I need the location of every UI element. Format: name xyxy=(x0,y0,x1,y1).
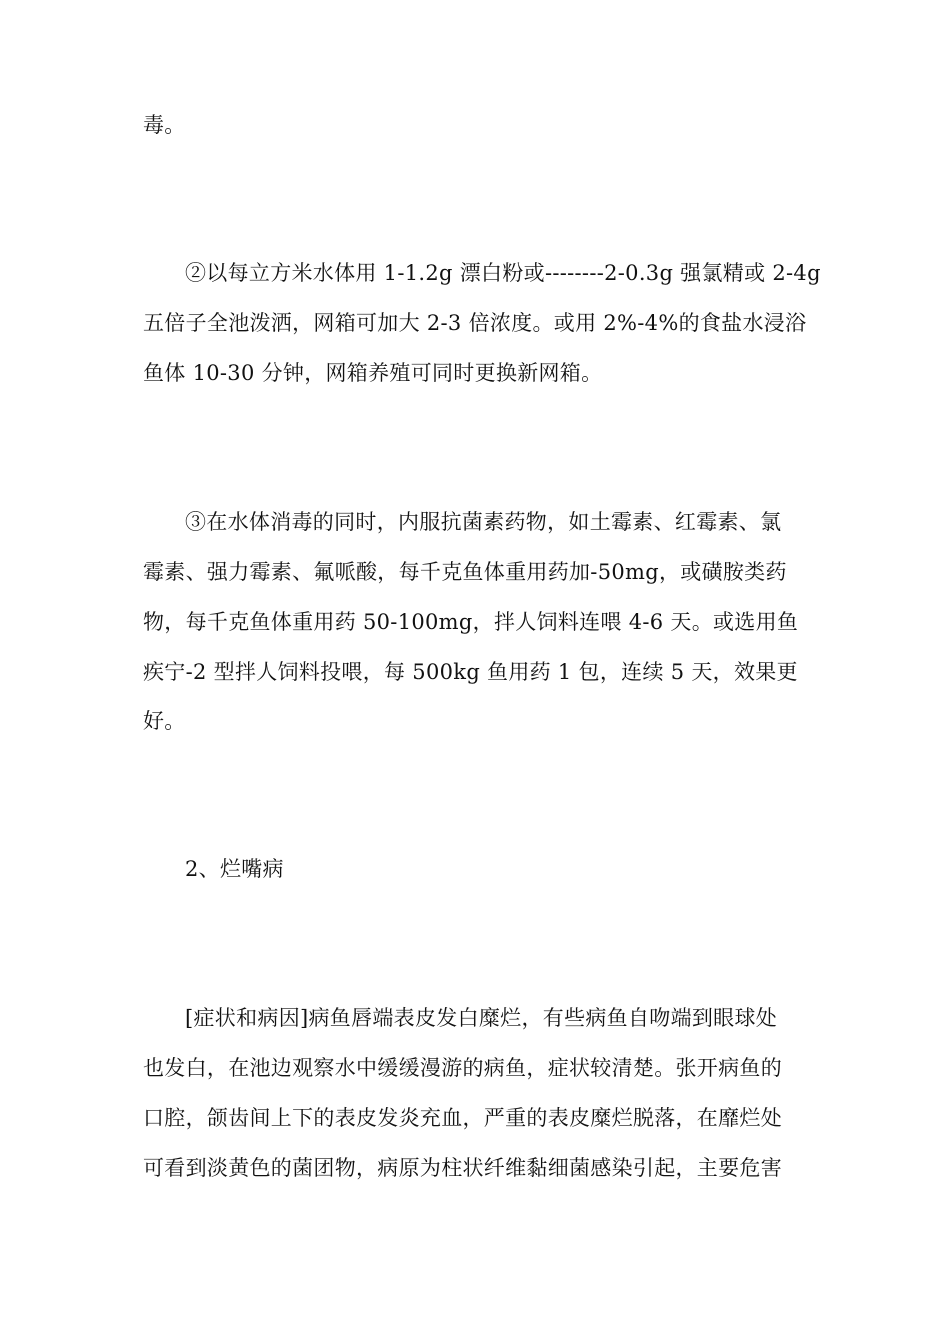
text-line: 好。 xyxy=(143,709,186,733)
text-line: 五倍子全池泼洒，网箱可加大 2-3 倍浓度。或用 2%-4%的食盐水浸浴 xyxy=(143,311,807,335)
text-line: 物，每千克鱼体重用药 50-100mg，拌人饲料连喂 4-6 天。或选用鱼 xyxy=(143,610,799,634)
text-line: ②以每立方米水体用 1-1.2g 漂白粉或--------2-0.3g 强氯精或 2-4g xyxy=(185,261,821,285)
text-line: 口腔，颌齿间上下的表皮发炎充血，严重的表皮糜烂脱落，在靡烂处 xyxy=(143,1106,782,1130)
text-line: 鱼体 10-30 分钟，网箱养殖可同时更换新网箱。 xyxy=(143,361,603,385)
text-line: 也发白，在池边观察水中缓缓漫游的病鱼，症状较清楚。张开病鱼的 xyxy=(143,1056,782,1080)
section-heading: 2、烂嘴病 xyxy=(185,857,284,881)
text-line: 霉素、强力霉素、氟哌酸，每千克鱼体重用药加-50mg，或磺胺类药 xyxy=(143,560,787,584)
text-line: 疾宁-2 型拌人饲料投喂，每 500kg 鱼用药 1 包，连续 5 天，效果更 xyxy=(143,660,798,684)
text-line: ③在水体消毒的同时，内服抗菌素药物，如土霉素、红霉素、氯 xyxy=(185,510,782,534)
text-line: 毒。 xyxy=(143,113,186,137)
text-line: 可看到淡黄色的菌团物，病原为柱状纤维黏细菌感染引起，主要危害 xyxy=(143,1156,782,1180)
text-line: [症状和病因]病鱼唇端表皮发白糜烂，有些病鱼自吻端到眼球处 xyxy=(185,1006,778,1030)
